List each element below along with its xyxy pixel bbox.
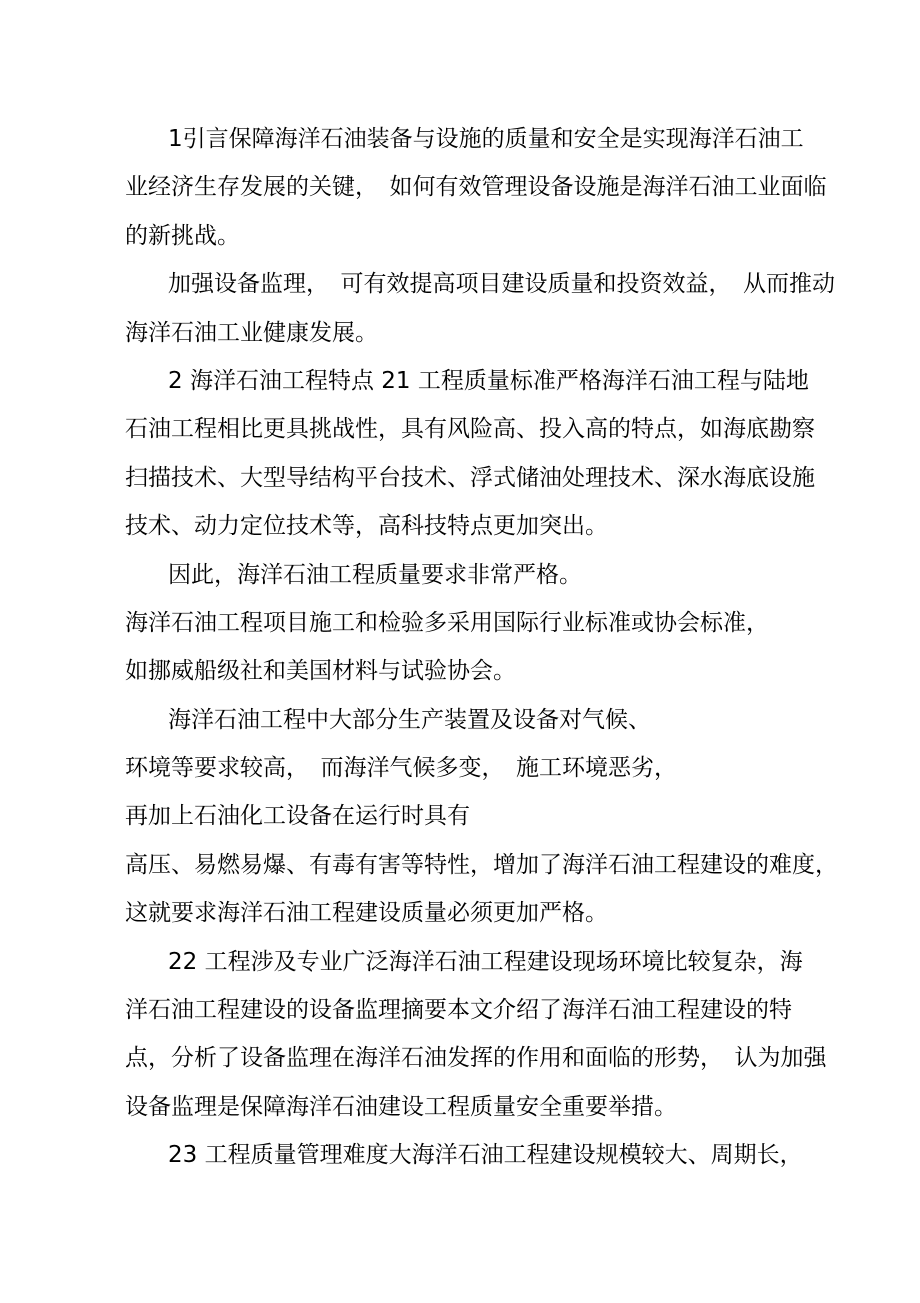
text-line: 海洋石油工业健康发展。: [125, 319, 378, 346]
text-line: 石油工程相比更具挑战性，具有风险高、投入高的特点，如海底勘察: [125, 416, 815, 443]
text-line: 22 工程涉及专业广泛海洋石油工程建设现场环境比较复杂，海: [168, 948, 803, 975]
text-line: 业经济生存发展的关键， 如何有效管理设备设施是海洋石油工业面临: [125, 174, 827, 201]
text-line: 点，分析了设备监理在海洋石油发挥的作用和面临的形势， 认为加强: [125, 1045, 827, 1072]
text-line: 高压、易燃易爆、有毒有害等特性，增加了海洋石油工程建设的难度，: [125, 851, 838, 878]
text-line: 洋石油工程建设的设备监理摘要本文介绍了海洋石油工程建设的特: [125, 997, 792, 1024]
text-line: 加强设备监理， 可有效提高项目建设质量和投资效益， 从而推动: [168, 271, 835, 298]
text-line: 因此，海洋石油工程质量要求非常严格。: [168, 561, 582, 588]
text-line: 设备监理是保障海洋石油建设工程质量安全重要举措。: [125, 1093, 677, 1120]
text-line: 海洋石油工程项目施工和检验多采用国际行业标准或协会标准，: [125, 609, 769, 636]
text-line: 23 工程质量管理难度大海洋石油工程建设规模较大、周期长，: [168, 1142, 803, 1169]
text-line: 海洋石油工程中大部分生产装置及设备对气候、: [168, 706, 651, 733]
text-line: 再加上石油化工设备在运行时具有: [125, 803, 470, 830]
text-line: 这就要求海洋石油工程建设质量必须更加严格。: [125, 900, 608, 927]
text-line: 1引言保障海洋石油装备与设施的质量和安全是实现海洋石油工: [168, 126, 804, 152]
text-line: 如挪威船级社和美国材料与试验协会。: [125, 658, 516, 685]
text-line: 环境等要求较高， 而海洋气候多变， 施工环境恶劣，: [125, 755, 677, 782]
text-line: 扫描技术、大型导结构平台技术、浮式储油处理技术、深水海底设施: [125, 464, 815, 491]
text-line: 技术、动力定位技术等，高科技特点更加突出。: [125, 513, 608, 540]
text-line: 的新挑战。: [125, 222, 240, 249]
text-line: 2 海洋石油工程特点 21 工程质量标准严格海洋石油工程与陆地: [168, 367, 809, 394]
